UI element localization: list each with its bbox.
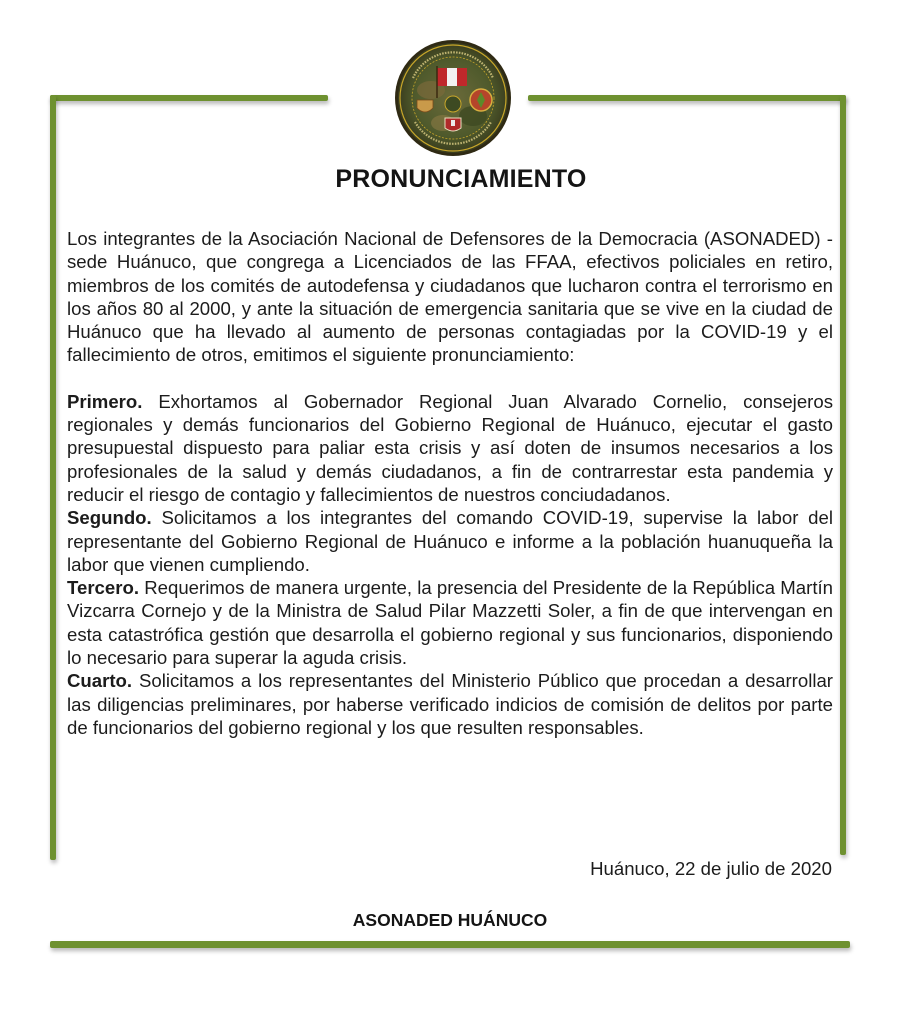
document-date: Huánuco, 22 de julio de 2020 xyxy=(590,858,832,879)
point-text: Requerimos de manera urgente, la presencia del Presidente de la República Martín Vizcarra Cornejo y de la Ministra de Salud Pilar Mazzetti Soler, a fin de que intervengan en esta catastrófica gestión que desarrolla el gobierno regional y sus funcionarios, disponiendo lo necesario para superar la aguda crisis. xyxy=(67,577,833,669)
point-label: Primero. xyxy=(67,390,143,412)
document-signature: ASONADED HUÁNUCO xyxy=(352,910,548,930)
point-segundo xyxy=(67,506,833,576)
document-body xyxy=(67,227,833,739)
crest-left-icon xyxy=(417,100,433,112)
intro-paragraph: Los integrantes de la Asociación Nacional de Defensores de la Democracia (ASONADED) - sede Huánuco, que congrega a Licenciados de las FFAA, efectivos policiales en retiro, miembros de los comités de autodefensa y ciudadanos que lucharon contra el terrorismo en los años 80 al 2000, y ante la situación de emergencia sanitaria que se vive en la ciudad de Huánuco que ha llevado al aumento de personas contagiadas por la COVID-19 y el fallecimiento de otros, emitimos el siguiente pronunciamiento: xyxy=(67,228,833,366)
point-primero xyxy=(67,390,833,506)
border-top-right xyxy=(528,95,846,101)
point-label: Cuarto. xyxy=(67,670,133,692)
crest-right-icon xyxy=(470,89,492,111)
point-cuarto xyxy=(67,669,833,739)
organization-seal-logo xyxy=(393,38,513,158)
point-text: Solicitamos a los integrantes del comando COVID-19, supervise la labor del representante del Gobierno Regional de Huánuco e informe a la población huanuqueña la labor que vienen cumpliendo. xyxy=(67,507,833,575)
point-text: Exhortamos al Gobernador Regional Juan Alvarado Cornelio, consejeros regionales y demás funcionarios del Gobierno Regional de Huánuco, ejecutar el gasto presupuestal dispuesto para paliar esta crisis y así doten de insumos necesarios a los profesionales de la salud y demás ciudadanos, a fin de contrarrestar esta pandemia y reducir el riesgo de contagio y fallecimientos de nuestros conciudadanos. xyxy=(67,390,833,505)
document-title: PRONUNCIAMIENTO xyxy=(335,165,587,193)
point-text: Solicitamos a los representantes del Ministerio Público que procedan a desarrollar las diligencias preliminares, por haberse verificado indicios de comisión de delitos por parte de funcionarios del gobierno regional y los que resulten responsables. xyxy=(67,670,833,738)
border-bottom xyxy=(50,941,850,948)
point-tercero xyxy=(67,576,833,669)
border-left xyxy=(50,95,56,860)
border-right xyxy=(840,95,846,855)
point-label: Tercero. xyxy=(67,577,139,599)
border-top-left xyxy=(50,95,328,101)
point-label: Segundo. xyxy=(67,507,152,529)
